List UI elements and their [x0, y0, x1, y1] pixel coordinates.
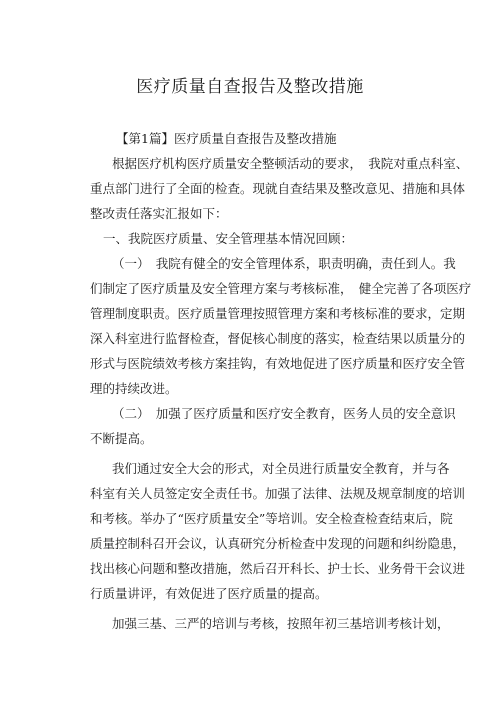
paragraph-line: 我们通过安全大会的形式，对全员进行质量安全教育，并与各: [112, 461, 450, 476]
paragraph-line: 和考核。举办了“医疗质量安全”等培训。安全检查检查结束后，院: [90, 511, 453, 526]
document-body: [90, 126, 472, 636]
paragraph-line: 整改责任落实汇报如下：: [90, 206, 228, 221]
paragraph-line: 形式与医院绩效考核方案挂钩，有效地促进了医疗质量和医疗安全管: [90, 356, 466, 371]
document-title: 医疗质量自查报告及整改措施: [136, 77, 364, 97]
paragraph-line: 们制定了医疗质量及安全管理方案与考核标准， 健全完善了各项医疗: [90, 281, 472, 296]
paragraph-line: 科室有关人员签定安全责任书。加强了法律、法规及规章制度的培训: [90, 486, 466, 501]
section-heading: 【第1篇】医疗质量自查报告及整改措施: [116, 131, 337, 146]
paragraph-line: 深入科室进行监督检查，督促核心制度的落实，检查结果以质量分的: [90, 331, 466, 346]
paragraph-line: 重点部门进行了全面的检查。现就自查结果及整改意见、措施和具体: [90, 181, 466, 196]
paragraph-line: 找出核心问题和整改措施，然后召开科长、护士长、业务骨干会议进: [90, 561, 466, 576]
paragraph-line: 不断提高。: [90, 431, 153, 446]
paragraph-line: 质量控制科召开会议，认真研究分析检查中发现的问题和纠纷隐患，: [90, 536, 466, 551]
paragraph-line: 行质量讲评，有效促进了医疗质量的提高。: [90, 586, 328, 601]
paragraph-line: 加强三基、三严的培训与考核，按照年初三基培训考核计划，: [112, 616, 450, 631]
paragraph-line: （二） 加强了医疗质量和医疗安全教育，医务人员的安全意识: [112, 406, 456, 421]
paragraph-line: 一、我院医疗质量、安全管理基本情况回顾：: [103, 231, 354, 246]
paragraph-line: （一） 我院有健全的安全管理体系，职责明确，责任到人。我: [112, 256, 456, 271]
paragraph-line: 理的持续改进。: [90, 381, 178, 396]
paragraph-line: 根据医疗机构医疗质量安全整顿活动的要求， 我院对重点科室、: [112, 156, 469, 171]
paragraph-line: 管理制度职责。医疗质量管理按照管理方案和考核标准的要求，定期: [90, 306, 466, 321]
